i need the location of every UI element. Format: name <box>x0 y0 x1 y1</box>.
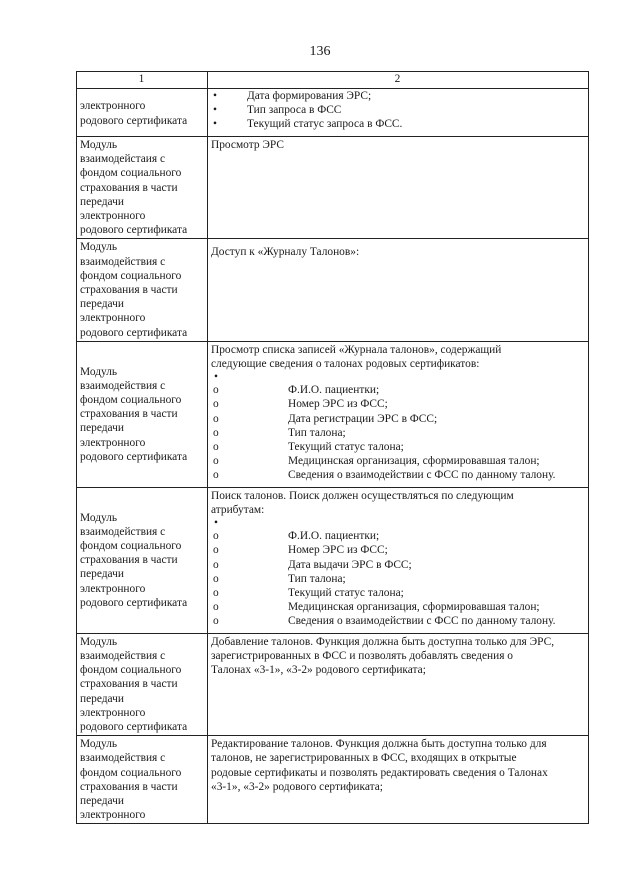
table-header-row <box>77 72 589 89</box>
table-row <box>77 239 589 341</box>
function-text: Редактирование талонов. Функция должна быть доступна только для <box>211 738 547 751</box>
requirements-table <box>76 71 589 824</box>
circle-marker: o <box>213 601 219 614</box>
list-item: o Сведения о взаимодействии с ФСС по данному талону. <box>213 615 556 628</box>
module-line: родового сертификата <box>80 596 188 609</box>
module-line: страхования в части <box>80 284 178 297</box>
page-number: 136 <box>309 44 331 59</box>
bullet-marker: • <box>214 517 218 530</box>
table-row <box>77 137 589 239</box>
module-line: электронного <box>80 706 146 719</box>
row-function-cell <box>208 487 589 633</box>
module-line: страхования в части <box>80 554 178 567</box>
circle-marker: o <box>213 544 219 557</box>
circle-marker: o <box>213 426 219 439</box>
circle-marker: o <box>213 469 219 482</box>
list-item: o Медицинская организация, сформировавшая талон; <box>213 601 540 614</box>
module-line: взаимодейстаия с <box>80 153 166 166</box>
circle-marker: o <box>213 615 219 628</box>
row-module-cell <box>77 89 208 137</box>
module-line: электронного <box>80 100 146 113</box>
module-line: фондом социального <box>80 394 182 407</box>
row-function-cell <box>208 633 589 735</box>
list-item: o Текущий статус талона; <box>213 441 404 454</box>
bullet-marker: • <box>213 104 217 117</box>
table-row <box>77 736 589 824</box>
bullet-marker: • <box>213 118 217 131</box>
list-item: o Текущий статус талона; <box>213 587 404 600</box>
module-line: электронного <box>80 210 146 223</box>
module-line: Модуль <box>80 738 118 751</box>
row-function-cell <box>208 89 589 137</box>
function-text: «3-1», «3-2» родового сертификата; <box>211 780 383 793</box>
circle-marker: o <box>213 530 219 543</box>
module-line: Модуль <box>80 139 118 151</box>
module-line: электронного <box>80 436 146 449</box>
module-line: фондом социального <box>80 664 182 677</box>
row-function-cell <box>208 736 589 824</box>
table-row <box>77 89 589 137</box>
row-module-cell <box>77 487 208 633</box>
module-line: передачи <box>80 795 124 808</box>
module-line: взаимодействия с <box>80 752 166 765</box>
bullet-marker: • <box>213 90 217 102</box>
module-line: родового сертификата <box>80 326 188 339</box>
list-item: • Дата формирования ЭРС; <box>213 90 372 102</box>
module-line: фондом социального <box>80 766 182 779</box>
module-line: передачи <box>80 422 124 435</box>
module-line: страхования в части <box>80 780 178 793</box>
row-module-cell <box>77 633 208 735</box>
circle-marker: o <box>213 412 219 425</box>
list-item: o Ф.И.О. пациентки; <box>213 384 380 397</box>
circle-marker: o <box>213 558 219 571</box>
row-module-cell <box>77 736 208 824</box>
circle-marker: o <box>213 455 219 468</box>
module-line: передачи <box>80 568 124 581</box>
module-line: передачи <box>80 692 124 705</box>
function-intro: Просмотр списка записей «Журнала талонов», содержащий <box>211 343 502 356</box>
module-line: родового сертификата <box>80 721 188 734</box>
table-row <box>77 487 589 633</box>
header-col2: 2 <box>208 72 589 89</box>
circle-marker: o <box>213 384 219 397</box>
list-item: o Номер ЭРС из ФСС; <box>213 398 388 411</box>
module-line: фондом социального <box>80 540 182 553</box>
module-line: фондом социального <box>80 269 182 282</box>
row-function-cell <box>208 341 589 487</box>
table-row <box>77 341 589 487</box>
list-item: • Текущий статус запроса в ФСС. <box>213 118 403 131</box>
function-text: родовые сертификаты и позволять редактировать сведения о Талонах <box>211 766 548 779</box>
module-line: родового сертификата <box>80 114 188 127</box>
function-intro: следующие сведения о талонах родовых сертификатов: <box>211 358 480 371</box>
list-item: o Тип талона; <box>213 572 346 585</box>
module-line: взаимодействия с <box>80 525 166 538</box>
list-item: o Ф.И.О. пациентки; <box>213 530 380 543</box>
function-text: Просмотр ЭРС <box>211 139 284 151</box>
function-text: Доступ к «Журналу Талонов»: <box>211 246 360 259</box>
function-intro: Поиск талонов. Поиск должен осуществляться по следующим <box>211 489 514 502</box>
module-line: Модуль <box>80 241 118 254</box>
module-line: электронного <box>80 582 146 595</box>
table-row <box>77 633 589 735</box>
module-line: родового сертификата <box>80 224 188 237</box>
circle-marker: o <box>213 572 219 585</box>
module-line: страхования в части <box>80 678 178 691</box>
list-item: o Тип талона; <box>213 426 346 439</box>
function-text: зарегистрированных в ФСС и позволять добавлять сведения о <box>211 650 514 663</box>
list-item: • Тип запроса в ФСС <box>213 104 342 117</box>
row-function-cell <box>208 239 589 341</box>
module-line: фондом социального <box>80 167 182 180</box>
module-line: родового сертификата <box>80 450 188 463</box>
list-item: o Номер ЭРС из ФСС; <box>213 544 388 557</box>
module-line: Модуль <box>80 635 118 648</box>
circle-marker: o <box>213 398 219 411</box>
module-line: электронного <box>80 809 146 822</box>
module-line: Модуль <box>80 511 118 524</box>
list-item: o Дата регистрации ЭРС в ФСС; <box>213 412 438 425</box>
module-line: страхования в части <box>80 181 178 194</box>
circle-marker: o <box>213 441 219 454</box>
list-item: o Дата выдачи ЭРС в ФСС; <box>213 558 412 571</box>
list-item: o Сведения о взаимодействии с ФСС по данному талону. <box>213 469 556 482</box>
row-module-cell <box>77 341 208 487</box>
list-item: o Медицинская организация, сформировавшая талон; <box>213 455 540 468</box>
module-line: передачи <box>80 298 124 311</box>
module-line: передачи <box>80 195 124 208</box>
circle-marker: o <box>213 587 219 600</box>
row-module-cell <box>77 137 208 239</box>
row-function-cell <box>208 137 589 239</box>
function-text: Талонах «3-1», «3-2» родового сертификата; <box>211 664 426 677</box>
function-text: талонов, не зарегистрированных в ФСС, входящих в открытые <box>211 752 517 765</box>
module-line: электронного <box>80 312 146 325</box>
module-line: взаимодействия с <box>80 255 166 268</box>
module-line: взаимодействия с <box>80 650 166 663</box>
module-line: Модуль <box>80 365 118 378</box>
header-col1: 1 <box>77 72 208 89</box>
row-module-cell <box>77 239 208 341</box>
bullet-marker: • <box>214 371 218 384</box>
function-intro: атрибутам: <box>211 504 265 517</box>
function-text: Добавление талонов. Функция должна быть доступна только для ЭРС, <box>211 635 555 648</box>
module-line: страхования в части <box>80 408 178 421</box>
module-line: взаимодействия с <box>80 379 166 392</box>
